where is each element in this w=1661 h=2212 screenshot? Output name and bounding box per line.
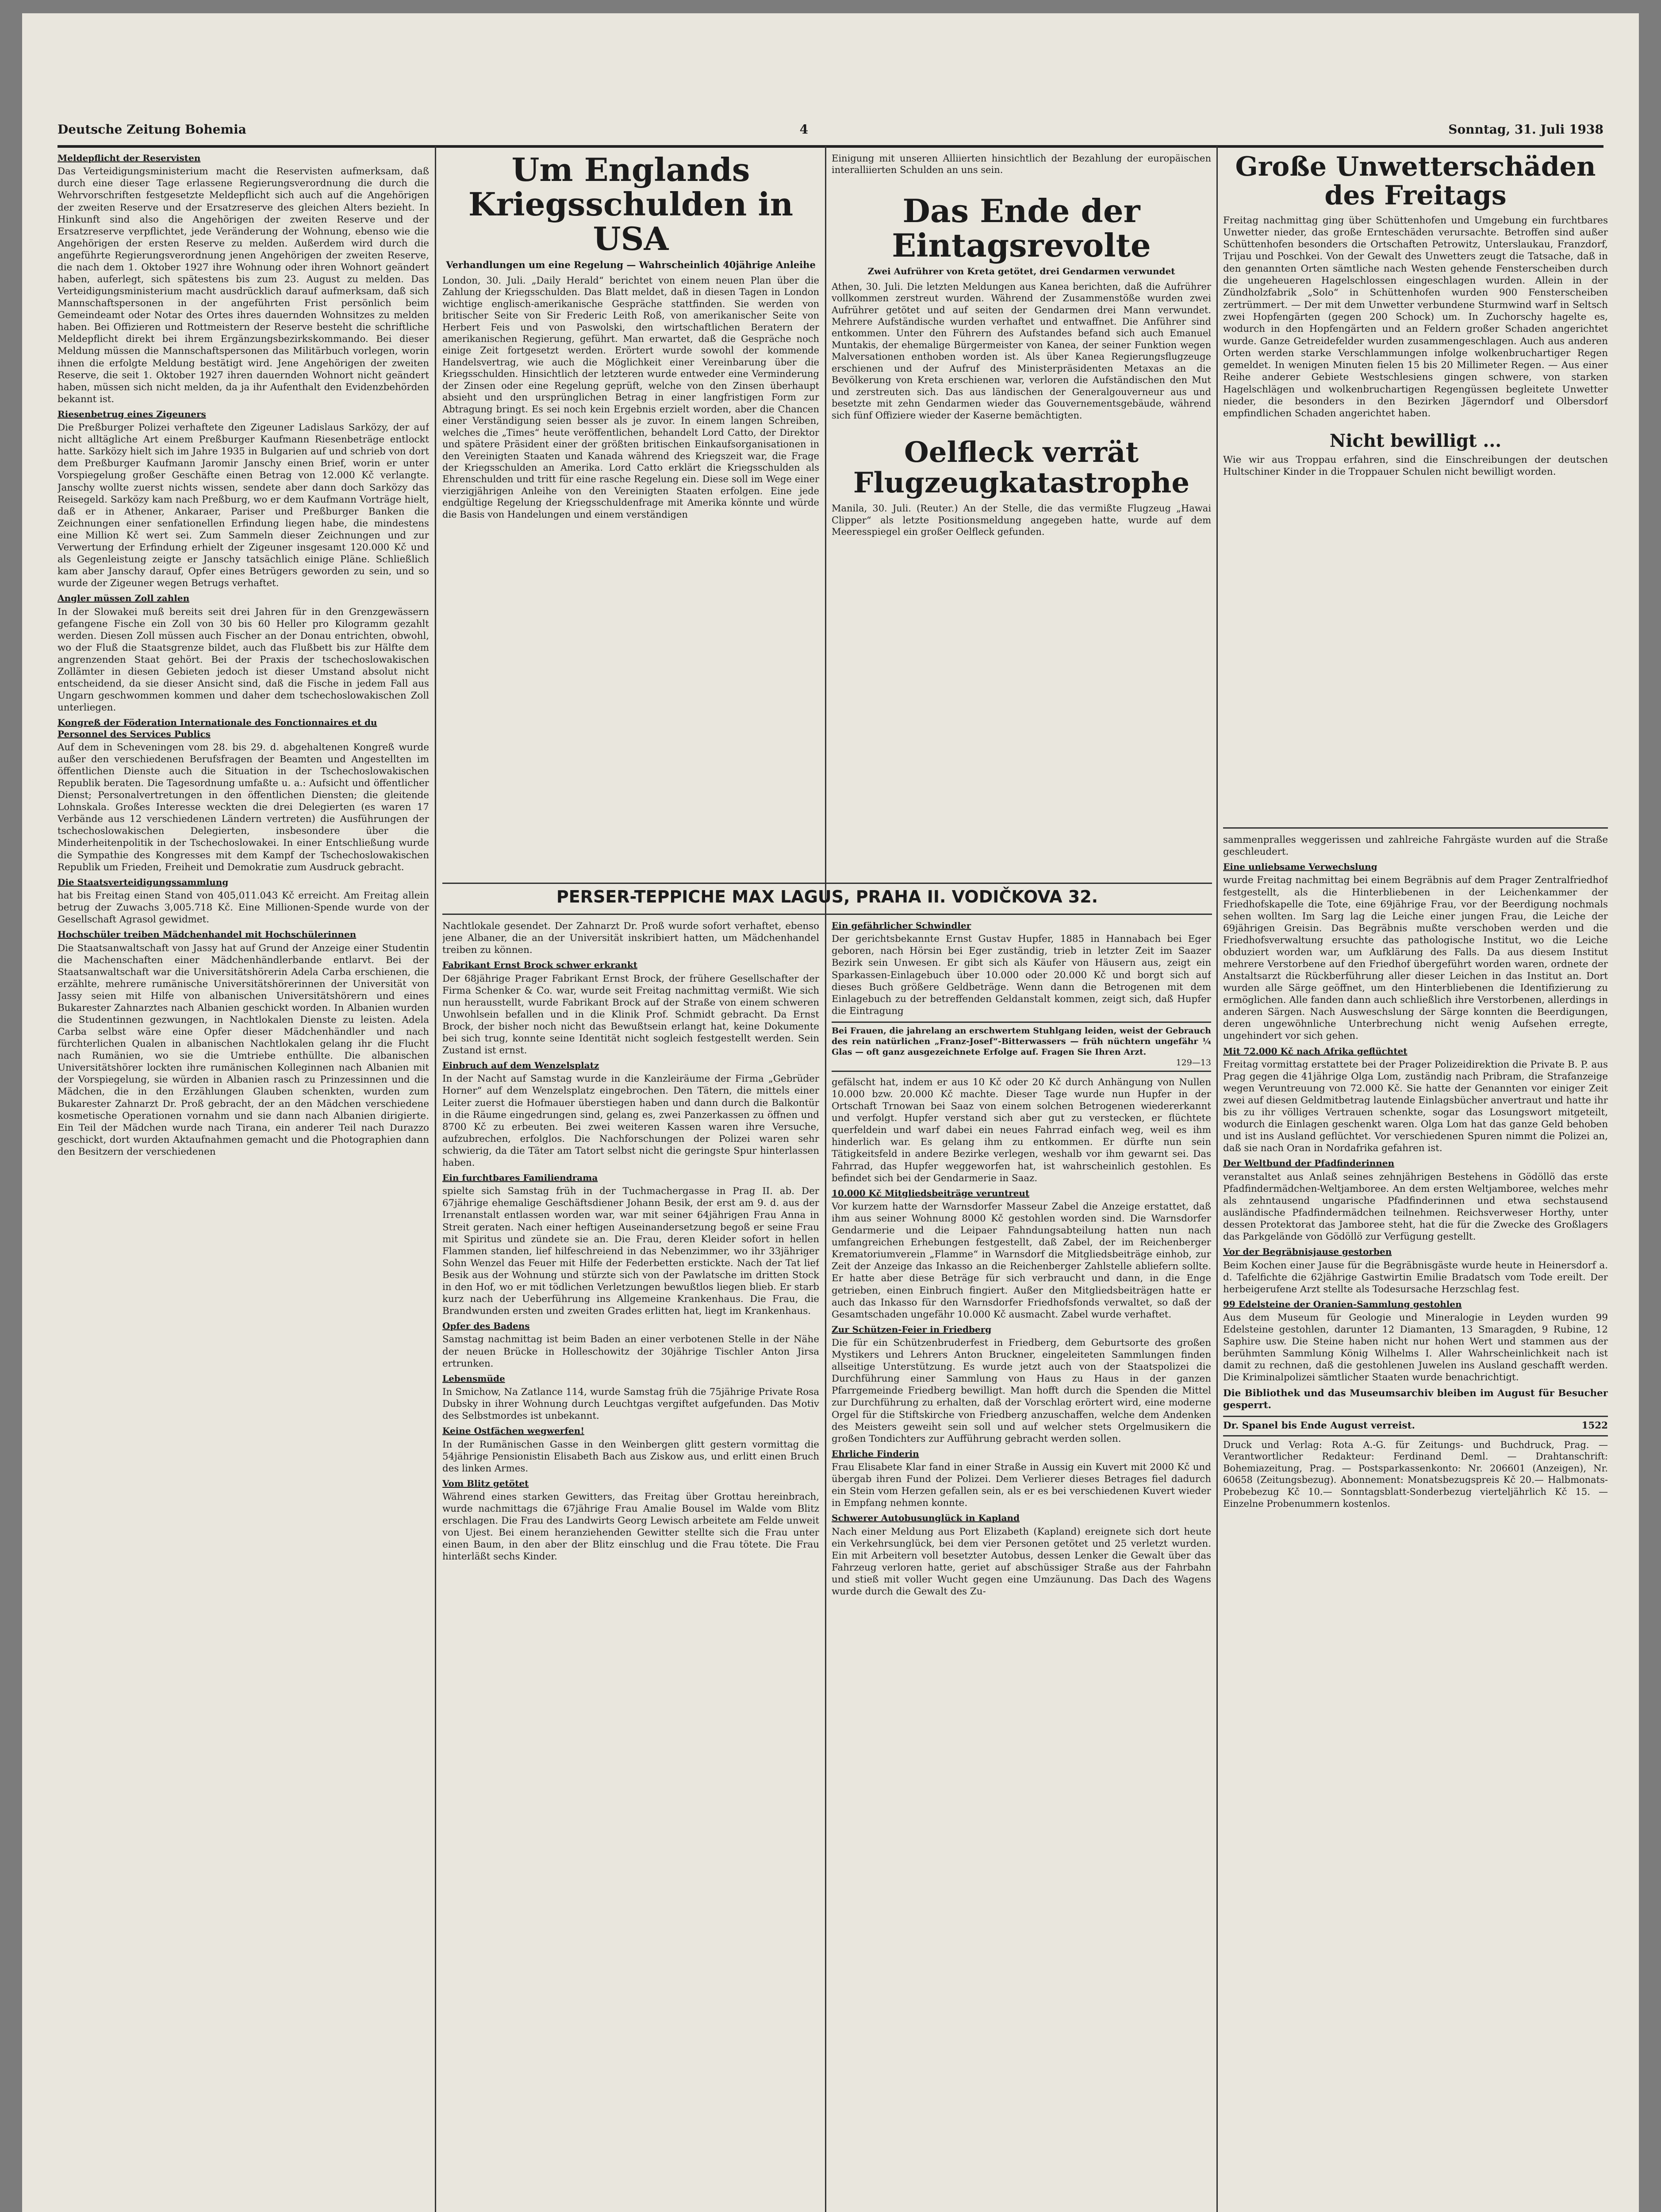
article-text: Beim Kochen einer Jause für die Begräbnisgäste wurde heute in Heinersdorf a. d. Tafelfichte die 62jährige Gastwirtin Emilie Bradatsch vom Tode ereilt. Der herbeigerufene Arzt stellte als Todesursache Herzschlag fest. <box>1223 1260 1608 1295</box>
column-rule <box>1216 146 1218 2212</box>
article-text: Freitag nachmittag ging über Schüttenhofen und Umgebung ein furchtbares Unwetter nieder, das große Ernteschäden verursachte. Betroffen sind außer Schüttenhofen besonders die Ortschaften Petrowitz, Unterslaukau, Franzdorf, Trijau und Poschkei. Von der Gewalt des Unwetters zeugt die Tatsache, daß in den genannten Orten sämtliche nach Westen gehende Fensterscheiben durch die ungeheueren Hagelschlossen eingeschlagen wurden. Allein in der Zündholzfabrik „Solo“ in Schüttenhofen wurden 900 Fensterscheiben zertrümmert. — Der mit dem Unwetter verbundene Sturmwind warf in Seltsch zwei Hopfengärten (gegen 200 Schock) um. In Zuchorschy hagelte es, wodurch in den Hopfengärten und an Feldern großer Schaden angerichtet wurde. Ganze Getreidefelder wurden zusammengeschlagen. Auch aus anderen Orten werden starke Verschlammungen infolge wolkenbruchartiger Regen gemeldet. In wenigen Minuten fielen 15 bis 20 Millimeter Regen. — Aus einer Reihe anderer Gebiete Westschlesiens gingen schwere, von starken Hagelschlägen und wolkenbruchartigen Regengüssen begleitete Unwetter nieder, die besonders in den Bezirken Jägerndorf und Olbersdorf empfindlichen Schaden angerichtet haben. <box>1223 215 1608 419</box>
column-3-top <box>832 153 1211 878</box>
article-title: Um Englands Kriegsschulden in USA <box>468 153 794 257</box>
article-heading: Fabrikant Ernst Brock schwer erkrankt <box>442 960 637 971</box>
masthead-name: Deutsche Zeitung Bohemia <box>58 122 246 137</box>
article-text: London, 30. Juli. „Daily Herald“ berichtet von einem neuen Plan über die Zahlung der Kriegsschulden. Das Blatt meldet, daß in diesen Tagen in London wichtige englisch-amerikanische Gespräche stattfinden. Sie werden von britischer Seite von Sir Frederic Leith Roß, von amerikanischer Seite von Herbert Feis und von Paswolski, den wirtschaftlichen Beratern der amerikanischen Regierung, geführt. Man erwartet, daß die Gespräche noch einige Zeit fortgesetzt werden. Erörtert wurde sowohl der kommende Handelsvertrag, wie auch die Möglichkeit einer Vereinbarung über die Kriegsschulden. Hinsichtlich der letzteren wurde entweder eine Verminderung der Zinsen oder eine Regelung geprüft, welche von den Zinsen überhaupt absieht und den ursprünglichen Betrag in einer langfristigen Form zur Abtragung bringt. Es sei noch kein Ergebnis erzielt worden, aber die Chancen einer Verständigung seien besser als je zuvor. In einem langen Schreiben, welches die „Times“ heute veröffentlichen, behandelt Lord Catto, der Direktor und spätere Präsident einer der größten britischen Einkaufsorganisationen in den Vereinigten Staaten und Kanada während des Kriegszeit war, die Frage der Kriegsschulden an Amerika. Lord Catto erklärt die Kriegsschulden als Ehrenschulden und tritt für eine rasche Regelung ein. Diese soll im Wege einer vierzigjährigen Anleihe von den Vereinigten Staaten erfolgen. Eine jede endgültige Regelung der Kriegsschuldenfrage mit Amerika könnte und würde die Basis von Handelungen und einem verständigen <box>442 275 819 520</box>
section-rule <box>442 883 1212 884</box>
article-text: Nach einer Meldung aus Port Elizabeth (Kapland) ereignete sich dort heute ein Verkehrsunglück, bei dem vier Personen getötet und 25 verletzt wurden. Ein mit Arbeitern voll besetzter Autobus, dessen Lenker die Gewalt über das Fahrzeug verloren hatte, geriet auf abschüssiger Straße aus der Fahrbahn und stieß mit voller Wucht gegen eine Umzäunung. Das Dach des Wagens wurde durch die Gewalt des Zu- <box>832 1526 1211 1598</box>
article-text: Wie wir aus Troppau erfahren, sind die Einschreibungen der deutschen Hultschiner Kinder in die Troppauer Schulen nicht bewilligt worden. <box>1223 454 1608 478</box>
column-1 <box>58 153 429 2212</box>
advert-text: Bei Frauen, die jahrelang an erschwertem Stuhlgang leiden, weist der Gebrauch des rein natürlichen „Franz-Josef“-Bitterwassers — früh nüchtern ungefähr ¼ Glas — oft ganz ausgezeichnete Erfolge auf. Fragen Sie Ihren Arzt. <box>832 1025 1211 1057</box>
article-heading: Einbruch auf dem Wenzelsplatz <box>442 1060 599 1071</box>
article-text: In Smichow, Na Zatlance 114, wurde Samstag früh die 75jährige Private Rosa Dubsky in ihrer Wohnung durch Leuchtgas vergiftet aufgefunden. Das Motiv des Selbstmordes ist unbekannt. <box>442 1386 819 1422</box>
advertisement-strip: PERSER-TEPPICHE MAX LAGUS, PRAHA II. VODIČKOVA 32. <box>556 887 1098 906</box>
section-rule <box>442 914 1212 915</box>
article-text: Auf dem in Scheveningen vom 28. bis 29. d. abgehaltenen Kongreß wurde außer den verschiedenen Berufsfragen der Beamten und Angestellten im öffentlichen Dienste auch die Situation in der Tschechoslowakischen Republik beraten. Die Tagesordnung umfaßte u. a.: Aufsicht und öffentlicher Dienst; Personalvertretungen in den öffentlichen Diensten; die gleitende Lohnskala. Großes Interesse weckten die drei Delegierten (es waren 17 Verbände aus 12 verschiedenen Ländern vertreten) die Ausführungen der tschechoslowakischen Delegierten, insbesondere über die Minderheitenpolitik in der Tschechoslowakei. In einer Entschließung wurde die Sympathie des Kongresses mit dem Kampf der Tschechoslowakischen Republik um Frieden, Freiheit und Demokratie zum Ausdruck gebracht. <box>58 741 429 873</box>
page-number: 4 <box>799 122 809 137</box>
article-heading: Nicht bewilligt ... <box>1329 430 1502 451</box>
article-text: spielte sich Samstag früh in der Tuchmachergasse in Prag II. ab. Der 67jährige ehemalige Geschäftsdiener Johann Besik, der erst am 9. d. aus der Irrenanstalt entlassen worden war, war mit seiner 64jährigen Frau Anna in Streit geraten. Nach einer heftigen Auseinandersetzung begoß er seine Frau mit Spiritus und zündete sie an. Die Frau, deren Kleider sofort in hellen Flammen standen, lief hilfeschreiend in das Nebenzimmer, wo ihr 33jähriger Sohn Wenzel das Feuer mit Hilfe der Federbetten erstickte. Nach der Tat lief Besik aus der Wohnung und stürzte sich von der Pawlatsche im dritten Stock in den Hof, wo er mit tödlichen Verletzungen bewußtlos liegen blieb. Er starb kurz nach der Ueberführung ins Allgemeine Krankenhaus. Die Frau, die Brandwunden ersten und zweiten Grades erlitten hat, liegt im Krankenhaus. <box>442 1186 819 1317</box>
notice-line <box>1223 1416 1608 1432</box>
article-text: gefälscht hat, indem er aus 10 Kč oder 20 Kč durch Anhängung von Nullen 10.000 bzw. 20.000 Kč machte. Dieser Tage wurde nun Hupfer in der Ortschaft Trnowan bei Saaz von einem solchen Betrogenen wiedererkannt und verfolgt. Hupfer verstand sich aber gut zu verstecken, er flüchtete querfeldein und warf dabei ein neues Fahrrad einfach weg, weil es ihm hinderlich war. Es gelang ihm zu entkommen. Er dürfte nun sein Tätigkeitsfeld in andere Bezirke verlegen, weshalb vor ihm gewarnt sei. Das Fahrrad, das Hupfer weggeworfen hat, ist wahrscheinlich gestohlen. Es befindet sich bei der Gendarmerie in Saaz. <box>832 1076 1211 1184</box>
article-text: Der gerichtsbekannte Ernst Gustav Hupfer, 1885 in Hannabach bei Eger geboren, nach Hörsin bei Eger zuständig, trieb in letzter Zeit im Saazer Bezirk sein Unwesen. Er gibt sich als Käufer von Häusern aus, zeigt ein Sparkassen-Einlagebuch über 10.000 oder 20.000 Kč und borgt sich auf dieses Buch größere Geldbeträge. Wenn dann die Betrogenen mit dem Einlagebuch zu der betreffenden Geldanstalt kommen, zeigt sich, daß Hupfer die Eintragung <box>832 933 1211 1017</box>
article-text: Frau Elisabete Klar fand in einer Straße in Aussig ein Kuvert mit 2000 Kč und übergab ihren Fund der Polizei. Dem Verlierer dieses Betrages fiel dadurch ein Stein vom Herzen gefallen sein, als er es bei verschiedenen Kuvert wieder in Empfang nehmen konnte. <box>832 1462 1211 1509</box>
article-text: Athen, 30. Juli. Die letzten Meldungen aus Kanea berichten, daß die Aufrührer vollkommen zerstreut wurden. Während der Zusammenstöße wurden zwei Aufrührer getötet und auf seiten der Gendarmen drei Mann verwundet. Mehrere Aufständische wurden verhaftet und entwaffnet. Die Anführer sind entkommen. Unter den Führern des Aufstandes befand sich auch Emanuel Muntakis, der ehemalige Bürgermeister von Kanea, der seiner Funktion wegen Malversationen enthoben worden ist. Als über Kanea Regierungsflugzeuge erschienen und der Aufruf des Ministerpräsidenten Metaxas an die Bevölkerung von Kreta erschienen war, verloren die Aufständischen den Mut und zerstreuten sich. Das aus ländischen der Generalgouverneur aus und besetzte mit zehn Gendarmen wieder das Gouvernementsgebäude, während sich fünf Offiziere wieder der Kaserne bemächtigten. <box>832 281 1211 421</box>
article-heading: Der Weltbund der Pfadfinderinnen <box>1223 1158 1395 1169</box>
article-heading: Hochschüler treiben Mädchenhandel mit Hochschülerinnen <box>58 929 357 940</box>
article-text: Während eines starken Gewitters, das Freitag über Grottau hereinbrach, wurde nachmittags die 67jährige Frau Amalie Bousel im Walde vom Blitz erschlagen. Die Frau des Landwirts Georg Lewisch arbeitete am Felde unweit von Ujest. Bei einem heranziehenden Gewitter stellte sich die Frau unter einen Baum, in den aber der Blitz einschlug und die Frau tötete. Die Frau hinterläßt sechs Kinder. <box>442 1491 819 1563</box>
article-heading: Vor der Begräbnisjause gestorben <box>1223 1246 1392 1257</box>
article-text: In der Rumänischen Gasse in den Weinbergen glitt gestern vormittag die 54jährige Pensionistin Elisabeth Bach aus Ziskow aus, und erlitt einen Bruch des linken Armes. <box>442 1439 819 1474</box>
article-heading: Kongreß der Föderation Internationale des Fonctionnaires et du Personnel des Services Publics <box>58 717 377 739</box>
article-heading: Keine Ostfächen wegwerfen! <box>442 1425 584 1436</box>
article-text: sammenpralles weggerissen und zahlreiche Fahrgäste wurden auf die Straße geschleudert. <box>1223 834 1608 858</box>
article-title: Große Unwetterschäden des Freitags <box>1235 153 1596 211</box>
advert-code: 129—13 <box>1176 1057 1211 1068</box>
column-3-bottom <box>832 920 1211 2212</box>
article-text: Aus dem Museum für Geologie und Mineralogie in Leyden wurden 99 Edelsteine gestohlen, darunter 12 Diamanten, 13 Smaragden, 9 Rubine, 12 Saphire usw. Die Steine haben nicht nur hohen Wert und stammen aus der berühmten Sammlung König Wilhelms I. Aller Wahrscheinlichkeit nach ist damit zu rechnen, daß die gestohlenen Juwelen ins Ausland geschafft werden. Die Kriminalpolizei sämtlicher Staaten wurde benachrichtigt. <box>1223 1312 1608 1383</box>
article-heading: Zur Schützen-Feier in Friedberg <box>832 1324 992 1335</box>
article-heading: Meldepflicht der Reservisten <box>58 153 201 163</box>
issue-date: Sonntag, 31. Juli 1938 <box>1448 122 1603 137</box>
article-heading: Lebensmüde <box>442 1373 505 1384</box>
article-text: veranstaltet aus Anlaß seines zehnjährigen Bestehens in Gödöllö das erste Pfadfindermädchen-Weltjamboree. An dem ersten Weltjamboree, welches mehr als zehntausend ungarische Pfadfinderinnen und etwa sechstausend ausländische Pfadfindermädchen teilnehmen. Reichsverweser Horthy, unter dessen Protektorat das Jamboree steht, hat die für die Zwecke des Großlagers das Parkgelände von Gödöllö zur Verfügung gestellt. <box>1223 1171 1608 1243</box>
article-text: In der Slowakei muß bereits seit drei Jahren für in den Grenzgewässern gefangene Fische ein Zoll von 30 bis 60 Heller pro Kilogramm gezahlt werden. Diesen Zoll müssen auch Fischer an der Donau entrichten, obwohl, wo der Fluß die Staatsgrenze bildet, auch das Flußbett bis zur Hälfte dem angrenzenden Staat gehört. Bei der Praxis der tschechoslowakischen Zollämter in diesen Gebieten jedoch ist dieser Umstand absolut nicht entscheidend, da sie dieser Ansicht sind, daß die Fische in jedem Fall aus Ungarn geschwommen kommen und daher dem tschechoslowakischen Zoll unterliegen. <box>58 606 429 714</box>
column-2-top <box>442 153 819 878</box>
article-text: Manila, 30. Juli. (Reuter.) An der Stelle, die das vermißte Flugzeug „Hawai Clipper“ als letzte Positionsmeldung angegeben hatte, wurde auf dem Meeresspiegel ein großer Oelfleck gefunden. <box>832 503 1211 538</box>
article-heading: Vom Blitz getötet <box>442 1478 529 1489</box>
section-rule <box>1223 827 1608 829</box>
article-heading: 10.000 Kč Mitgliedsbeiträge veruntreut <box>832 1187 1030 1198</box>
article-heading: Ein gefährlicher Schwindler <box>832 920 971 931</box>
article-text: Das Verteidigungsministerium macht die Reservisten aufmerksam, daß durch eine dieser Tage erlassene Regierungsverordnung die durch die Wehrvorschriften festgesetzte Meldepflicht sich auch auf die Angehörigen der zweiten Reserve und der Ersatzreserve des gleichen Alters bezieht. In Hinkunft sind also die Angehörigen der zweiten Reserve und der Ersatzreserve verpflichtet, jede Veränderung der Wohnung, ebenso wie die Angehörigen der ersten Reserve zu melden. Außerdem wird durch die angeführte Regierungsverordnung jenen Angehörigen der zweiten Reserve, die nach dem 1. Oktober 1927 ihre Wohnung oder ihren Wohnort geändert haben, auferlegt, sich spätestens bis zum 23. August zu melden. Das Verteidigungsministerium macht ausdrücklich darauf aufmerksam, daß sich Mannschaftspersonen in der angeführten Frist persönlich beim Gemeindeamt oder Notar des Ortes ihres dauernden Wohnsitzes zu melden haben. Bei Offizieren und Rottmeistern der Reserve besteht die schriftliche Meldepflicht direkt bei ihrem Ergänzungsbezirkskommando. Bei dieser Meldung müssen die Mannschaftspersonen das Militärbuch vorlegen, worin ihnen die erfolgte Meldung bestätigt wird. Jene Angehörigen der zweiten Reserve, die seit 1. Oktober 1927 ihren dauernden Wohnort nicht geändert haben, müssen sich nicht melden, da ja ihr Aufenthalt den Evidenzbehörden bekannt ist. <box>58 166 429 405</box>
page-header <box>58 114 1603 148</box>
article-heading: Angler müssen Zoll zahlen <box>58 593 190 604</box>
article-heading: Ehrliche Finderin <box>832 1448 919 1459</box>
article-text: In der Nacht auf Samstag wurde in die Kanzleiräume der Firma „Gebrüder Horner“ auf dem Wenzelsplatz eingebrochen. Den Tätern, die mittels einer Leiter zuerst die Hofmauer überstiegen haben und dann durch die Balkontür in die Räume eingedrungen sind, gelang es, zwei Panzerkassen zu öffnen und 8700 Kč zu erbeuten. Bei zwei weiteren Kassen waren ihre Versuche, aufzubrechen, erfolglos. Die Nachforschungen der Polizei waren sehr schwierig, da die Täter am Tatort selbst nicht die geringste Spur hinterlassen haben. <box>442 1073 819 1168</box>
article-text: Der 68jährige Prager Fabrikant Ernst Brock, der frühere Gesellschafter der Firma Schenker & Co. war, wurde seit Freitag nachmittag vermißt. Wie sich nun herausstellt, wurde Fabrikant Brock auf der Straße von einem schweren Unwohlsein befallen und in die Klinik Prof. Schmidt gebracht. Da Ernst Brock, der bisher noch nicht das Bewußtsein erlangt hat, keine Dokumente bei sich trug, konnte seine Identität nicht sogleich festgestellt werden. Sein Zustand ist ernst. <box>442 973 819 1056</box>
article-text: Vor kurzem hatte der Warnsdorfer Masseur Zabel die Anzeige erstattet, daß ihm aus seiner Wohnung 8000 Kč gestohlen worden sind. Die Warnsdorfer Gendarmerie und die Leipaer Fahndungsabteilung hatten nun nach umfangreichen Erhebungen festgestellt, daß Zabel, der im Reichenberger Krematoriumverein „Flamme“ in Warnsdorf die Mitgliedsbeiträge einhob, zur Zeit der Anzeige das Inkasso an die Reichenberger Zahlstelle abliefern sollte. Er hatte aber diese Beträge für sich verbraucht und dann, in die Enge getrieben, einen Einbruch fingiert. Außer den Mitgliedsbeiträgen hatte er auch das Inkasso für den Warnsdorfer Friedhofsfonds verwaltet, so daß der Gesamtschaden ungefähr 10.000 Kč ausmacht. Zabel wurde verhaftet. <box>832 1201 1211 1320</box>
article-text: Die Bibliothek und das Museumsarchiv bleiben im August für Besucher gesperrt. <box>1223 1387 1608 1411</box>
column-4-bottom <box>1223 834 1608 2212</box>
bitterwater-advert <box>832 1022 1211 1072</box>
column-4-top <box>1223 153 1608 825</box>
article-text: Die Staatsanwaltschaft von Jassy hat auf Grund der Anzeige einer Studentin die Machenschaften einer Mädchenhändlerbande entlarvt. Bei der Staatsanwaltschaft war die Universitätshörerin Adela Carba erschienen, die erzählte, mehrere rumänische Universitätshörerinnen der Universität von Jassy seien mit Hilfe von albanischen Universitätshörern und eines Bukarester Zahnarztes nach Albanien geschickt worden. In Albanien wurden die Studentinnen gezwungen, in Nachtlokalen Dienste zu leisten. Adela Carba selbst wäre eine Opfer dieser Mädchenhändler und nach fürchterlichen Qualen in albanischen Nachtlokalen gelang ihr die Flucht nach Rumänien, wo sie die Umtriebe enthüllte. Die albanischen Universitätshörer lockten ihre rumänischen Kolleginnen nach Albanien mit der Vorspiegelung, sie würden in Albanien rasch zu Prinzessinnen und die Mädchen, die in den Erzählungen Glauben schenkten, wurden zum Bukarester Zahnarzt Dr. Proß gebracht, der an den Mädchen verschiedene kosmetische Operationen vornahm und sie dann nach Albanien dirigierte. Ein Teil der Mädchen wurde nach Tirana, ein anderer Teil nach Durazzo geschickt, dort wurden Aktaufnahmen gemacht und die Photographien dann den Besitzern der verschiedenen <box>58 942 429 1157</box>
article-heading: Eine unliebsame Verwechslung <box>1223 861 1377 872</box>
notice-code: 1522 <box>1581 1420 1608 1431</box>
newspaper-page <box>22 13 1639 2212</box>
article-title: Oelfleck verrät Flugzeugkatastrophe <box>853 436 1190 500</box>
article-text: Die Preßburger Polizei verhaftete den Zigeuner Ladislaus Sarközy, der auf nicht alltägliche Art einem Preßburger Kaufmann Riesenbeträge entlockt hatte. Sarközy hielt sich im Jahre 1935 in Bulgarien auf und schrieb von dort dem Preßburger Kaufmann Jaromir Janschy einen Brief, worin er unter Vorspiegelung großer Geschäfte einen Betrag von 12.000 Kč verlangte. Janschy wollte zuerst nichts wissen, sendete aber dann doch Sarközy das Reisegeld. Sarközy kam nach Preßburg, wo er dem Kaufmann Vorträge hielt, daß er in Athener, Ankaraer, Pariser und Preßburger Banken die Zeichnungen einer senfationellen Erfindung liegen habe, die mindestens eine Million Kč wert sei. Zum Sammeln dieser Zeichnungen und zur Verwertung der Erfindung erhielt der Zigeuner insgesamt 120.000 Kč und als Gegenleistung zeigte er Janschy tatsächlich einige Pläne. Schließlich kam aber Janschy darauf, Opfer eines Betrügers geworden zu sein, und so wurde der Zigeuner wegen Betrugs verhaftet. <box>58 422 429 589</box>
article-heading: Mit 72.000 Kč nach Afrika geflüchtet <box>1223 1045 1408 1056</box>
article-heading: Opfer des Badens <box>442 1321 530 1332</box>
notice-text: Dr. Spanel bis Ende August verreist. <box>1223 1420 1415 1431</box>
article-heading: Ein furchtbares Familiendrama <box>442 1172 598 1183</box>
article-heading: 99 Edelsteine der Oranien-Sammlung gestohlen <box>1223 1298 1462 1310</box>
article-title: Das Ende der Eintagsrevolte <box>892 192 1151 264</box>
article-text: wurde Freitag nachmittag bei einem Begräbnis auf dem Prager Zentralfriedhof festgestellt, als die Hinterbliebenen in der Leichenkammer der Friedhofskapelle die Tote, eine 69jährige Frau, vor der Beerdigung nochmals sehen wollten. Im Sarg lag die Leiche einer jungen Frau, die Leiche der 69jährigen Greisin. Das Begräbnis mußte verschoben werden und die Friedhofsverwaltung ersuchte das pathologische Institut, wo die Leiche obduziert worden war, um Aufklärung des Falls. Da aus diesem Institut mehrere Verstorbene auf den Friedhof übergeführt worden waren, ordnete der Anstaltsarzt die Rückberführung aller dieser Leichen in das Institut an. Dort wurden alle Särge geöffnet, um den Hinterbliebenen die Identifizierung zu ermöglichen. Alle fanden dann auch schließlich ihre Verstorbenen, allerdings in anderen Särgen. Nach Ausweschslung der Särge konnten die Beerdigungen, deren ungewöhnliche Unterbrechung nicht wenig Aufsehen erregte, ungehindert vor sich gehen. <box>1223 875 1608 1042</box>
article-text: Samstag nachmittag ist beim Baden an einer verbotenen Stelle in der Nähe der neuen Brücke in Holleschowitz der 30jährige Tischler Anton Jirsa ertrunken. <box>442 1334 819 1369</box>
article-text: Nachtlokale gesendet. Der Zahnarzt Dr. Proß wurde sofort verhaftet, ebenso jene Albaner, die an der Universität inskribiert hatten, um Mädchenhandel treiben zu können. <box>442 921 819 956</box>
column-rule <box>825 146 826 2212</box>
article-text: Einigung mit unseren Alliierten hinsichtlich der Bezahlung der europäischen interalliierten Schulden an uns sein. <box>832 153 1211 176</box>
column-rule <box>435 146 436 2212</box>
article-text: Die für ein Schützenbruderfest in Friedberg, dem Geburtsorte des großen Mystikers und Lehrers Anton Bruckner, eingeleiteten Sammlungen finden allseitige Unterstützung. Es wurde jetzt auch von der Staatspolizei die Durchführung einer Sammlung von Haus zu Haus in der ganzen Pfarrgemeinde Friedberg bewilligt. Man hofft durch die Spenden die Mittel zur Durchführung zu erhalten, daß der Vorschlag erörtert wird, eine moderne Orgel für die Stiftskirche von Friedberg anzuschaffen, welche dem Andenken des Meisters geweiht sein soll und auf welcher stets Orgelmusikern die großen Tondichters zur Aufführung gebracht werden sollen. <box>832 1337 1211 1444</box>
article-heading: Riesenbetrug eines Zigeuners <box>58 408 206 419</box>
imprint: Druck und Verlag: Rota A.-G. für Zeitungs- und Buchdruck, Prag. — Verantwortlicher Redakteur: Ferdinand Deml. — Drahtanschrift: Bohemiazeitung, Prag. — Postsparkassenkonto: Nr. 206601 (Anzeigen), Nr. 60658 (Zeitungsbezug). Abonnement: Monatsbezugspreis Kč 20.— Halbmonats-Probebezug Kč 10.— Sonntagsblatt-Sonderbezug vierteljährlich Kč 15. — Einzelne Probenummern kostenlos. <box>1223 1435 1608 1509</box>
article-text: Freitag vormittag erstattete bei der Prager Polizeidirektion die Private B. P. aus Prag gegen die 41jährige Olga Lom, zuständig nach Pribram, die Strafanzeige wegen Veruntreuung von 72.000 Kč. Sie hatte der Genannten vor einiger Zeit zwei auf diesen Geldmitbetrag lautende Einlagsbücher anvertraut und hatte ihr bis zu ihr völliges Vertrauen schenkte, sogar das Losungswort mitgeteilt, wodurch die Einlagen geschenkt waren. Olga Lom hat das ganze Geld behoben und ist ins Ausland geflüchtet. Vor verschiedenen Spuren nimmt die Polizei an, daß sie nach Oran in Nordafrika gefahren ist. <box>1223 1059 1608 1154</box>
column-2-bottom <box>442 920 819 2212</box>
article-subtitle: Verhandlungen um eine Regelung — Wahrscheinlich 40jährige Anleihe <box>446 259 816 271</box>
article-text: hat bis Freitag einen Stand von 405,011.043 Kč erreicht. Am Freitag allein betrug der Zuwachs 3,005.718 Kč. Eine Millionen-Spende wurde von der Gesellschaft Agrasol gewidmet. <box>58 890 429 926</box>
article-subtitle: Zwei Aufrührer von Kreta getötet, drei Gendarmen verwundet <box>867 266 1175 277</box>
article-heading: Schwerer Autobusunglück in Kapland <box>832 1513 1020 1524</box>
article-heading: Die Staatsverteidigungssammlung <box>58 876 229 887</box>
